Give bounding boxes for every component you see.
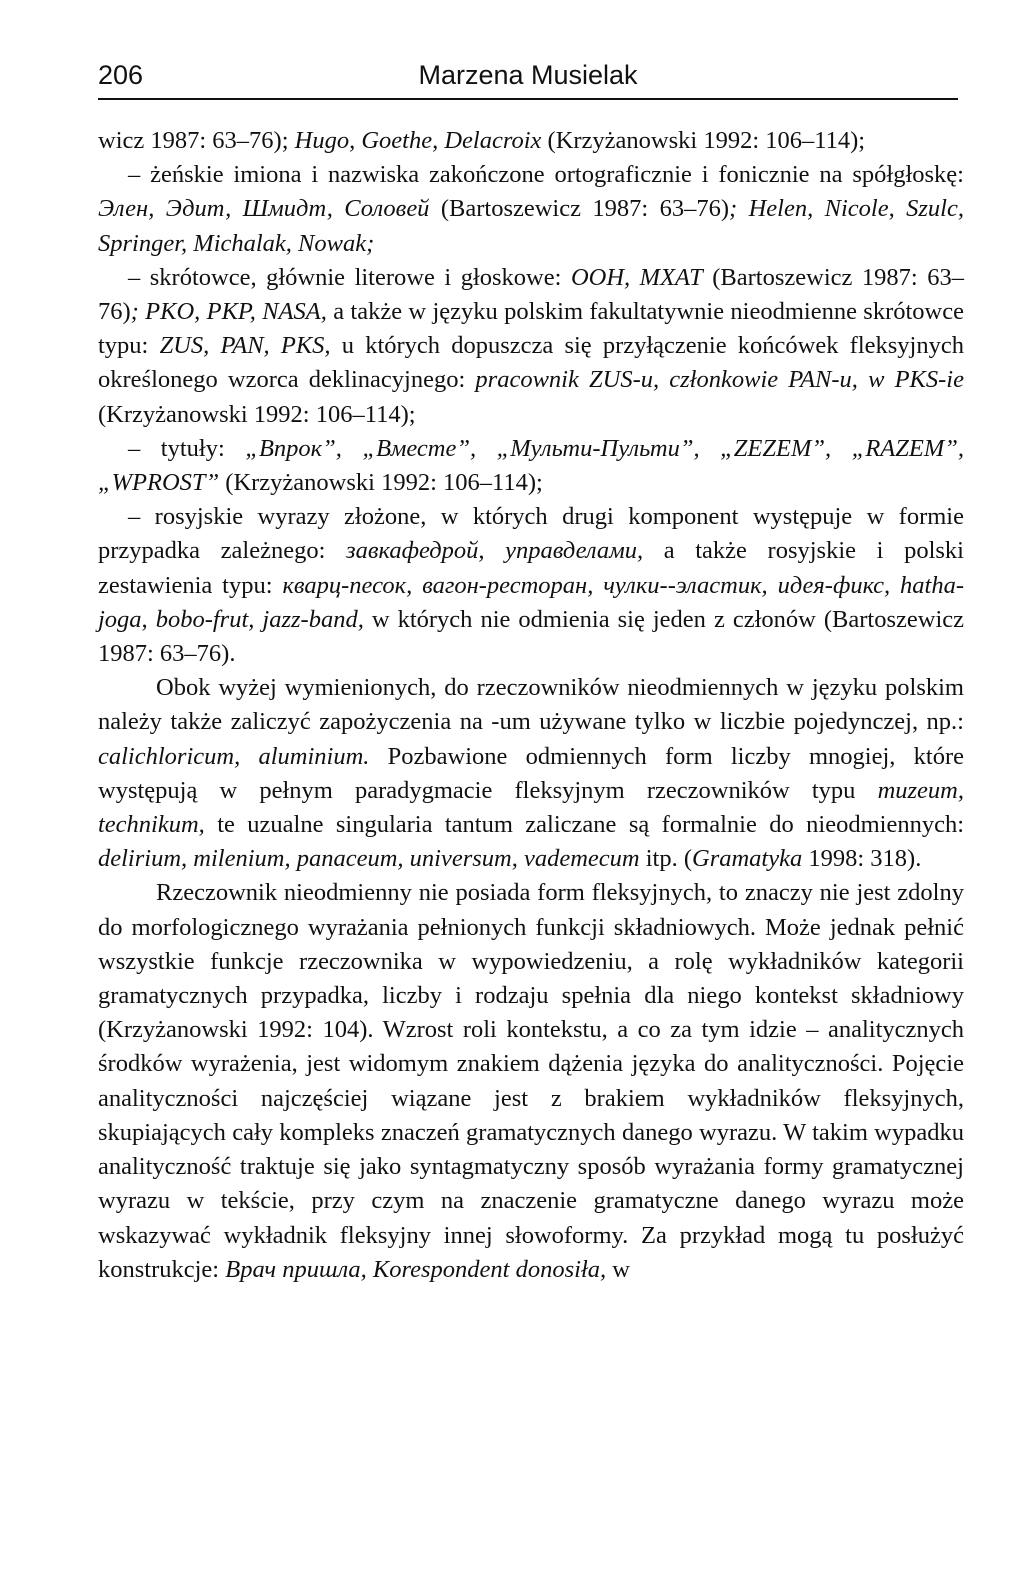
- text-run: w których nie odmienia się jeden z członów (Bartoszewicz 1987: 63–76).: [98, 605, 964, 668]
- italic-run: завкафедрой, управделами,: [346, 537, 644, 565]
- text-run: Pozbawione odmiennych form liczby mnogiej, które występują w pełnym paradygmacie fleksyjnym rzeczowników typu: [98, 742, 964, 804]
- list-item-titles: [98, 432, 964, 500]
- italic-run: ; PKO, PKP, NASA,: [130, 298, 327, 326]
- text-run: – żeńskie imiona i nazwiska zakończone ortograficznie i fonicznie na spółgłoskę:: [128, 161, 964, 189]
- paragraph-continuation: [98, 124, 964, 158]
- text-run: 1998: 318).: [802, 845, 922, 873]
- text-run: wicz 1987: 63–76);: [98, 127, 295, 154]
- list-item-female-names: [98, 158, 964, 261]
- italic-run: Hugo, Goethe, Delacroix: [294, 127, 542, 154]
- italic-run: ; Helen, Nicole, Szulc, Springer, Michalak, Nowak;: [98, 195, 964, 257]
- italic-run: Элен, Эдит, Шмидт, Соловей: [98, 195, 430, 223]
- text-run: Obok wyżej wymienionych, do rzeczowników nieodmiennych w języku polskim należy także zaliczyć zapożyczenia na -um używane tylko w liczbie pojedynczej, np.:: [98, 674, 964, 736]
- italic-run: muzeum, technikum,: [98, 776, 964, 839]
- page-number: 206: [98, 60, 144, 90]
- text-run: (Bartoszewicz 1987: 63–76): [429, 195, 730, 223]
- text-run: itp. (: [639, 845, 693, 873]
- text-run: – skrótowce, głównie literowe i głoskowe:: [128, 263, 571, 291]
- body-text: [98, 124, 964, 1287]
- italic-run: delirium, milenium, panaceum, universum, vademecum: [98, 845, 640, 873]
- italic-run: ZUS, PAN, PKS,: [159, 332, 331, 360]
- italic-run: calichloricum, aluminium.: [98, 742, 370, 770]
- italic-run: OOH, MXAT: [570, 263, 703, 291]
- text-run: a także rosyjskie i polski zestawienia typu:: [98, 537, 964, 599]
- list-item-acronyms: [98, 261, 964, 432]
- running-head-author: Marzena Musielak: [418, 60, 638, 90]
- paragraph-um-loanwords: [98, 671, 964, 876]
- page-header: [98, 58, 958, 100]
- text-run: (Krzyżanowski 1992: 106–114);: [541, 127, 866, 154]
- italic-run: Gramatyka: [692, 845, 803, 873]
- text-run: (Krzyżanowski 1992: 106–114);: [219, 469, 543, 497]
- text-run: Rzeczownik nieodmienny nie posiada form fleksyjnych, to znaczy nie jest zdolny do morfologicznego wyrażania pełnionych funkcji składniowych. Może jednak pełnić wszystkie funkcje rzeczownika w wypowiedzeniu, a rolę wykładników kategorii gramatycznych przypadka, liczby i rodzaju spełnia dla niego kontekst składniowy (Krzyżanowski 1992: 104). Wzrost roli kontekstu, a co za tym idzie – analitycznych środków wyrażenia, jest widomym znakiem dążenia języka do analityczności. Pojęcie analityczności najczęściej wiązane jest z brakiem wykładników fleksyjnych, skupiających cały kompleks znaczeń gramatycznych danego wyrazu. W takim wypadku analityczność traktuje się jako syntagmatyczny sposób wyrażania formy gramatycznej wyrazu w tekście, przy czym na znaczenie gramatyczne danego wyrazu może wskazywać wykładnik fleksyjny innej słowoformy. Za przykład mogą tu posłużyć konstrukcje:: [98, 879, 964, 1283]
- text-run: (Krzyżanowski 1992: 106–114);: [98, 400, 416, 428]
- italic-run: кварц-песок, вагон-ресторан, чулки--эластик, идея-фикс, hatha-joga, bobo-frut, jazz-band,: [98, 571, 964, 633]
- text-run: – tytuły:: [128, 434, 246, 462]
- text-run: – rosyjskie wyrazy złożone, w których drugi komponent występuje w formie przypadka zależnego:: [98, 503, 964, 565]
- text-run: te uzualne singularia tantum zaliczane są formalnie do nieodmiennych:: [204, 811, 964, 839]
- list-item-compound-words: [98, 500, 964, 671]
- paragraph-indeclinable-noun: [98, 876, 964, 1286]
- text-run: u których dopuszcza się przyłączenie końcówek fleksyjnych określonego wzorca deklinacyjnego:: [98, 332, 964, 394]
- text-run: a także w języku polskim fakultatywnie nieodmienne skrótowce typu:: [98, 298, 964, 360]
- italic-run: pracownik ZUS-u, członkowie PAN-u, w PKS-ie: [475, 366, 964, 394]
- text-run: w: [606, 1255, 630, 1283]
- italic-run: „Впрок”, „Вместе”, „Мульти-Пульти”, „ZEZEM”, „RAZEM”, „WPROST”: [98, 434, 965, 497]
- text-run: (Bartoszewicz 1987: 63–76): [98, 263, 965, 326]
- italic-run: Врач пришла, Korespondent donosiła,: [225, 1255, 607, 1283]
